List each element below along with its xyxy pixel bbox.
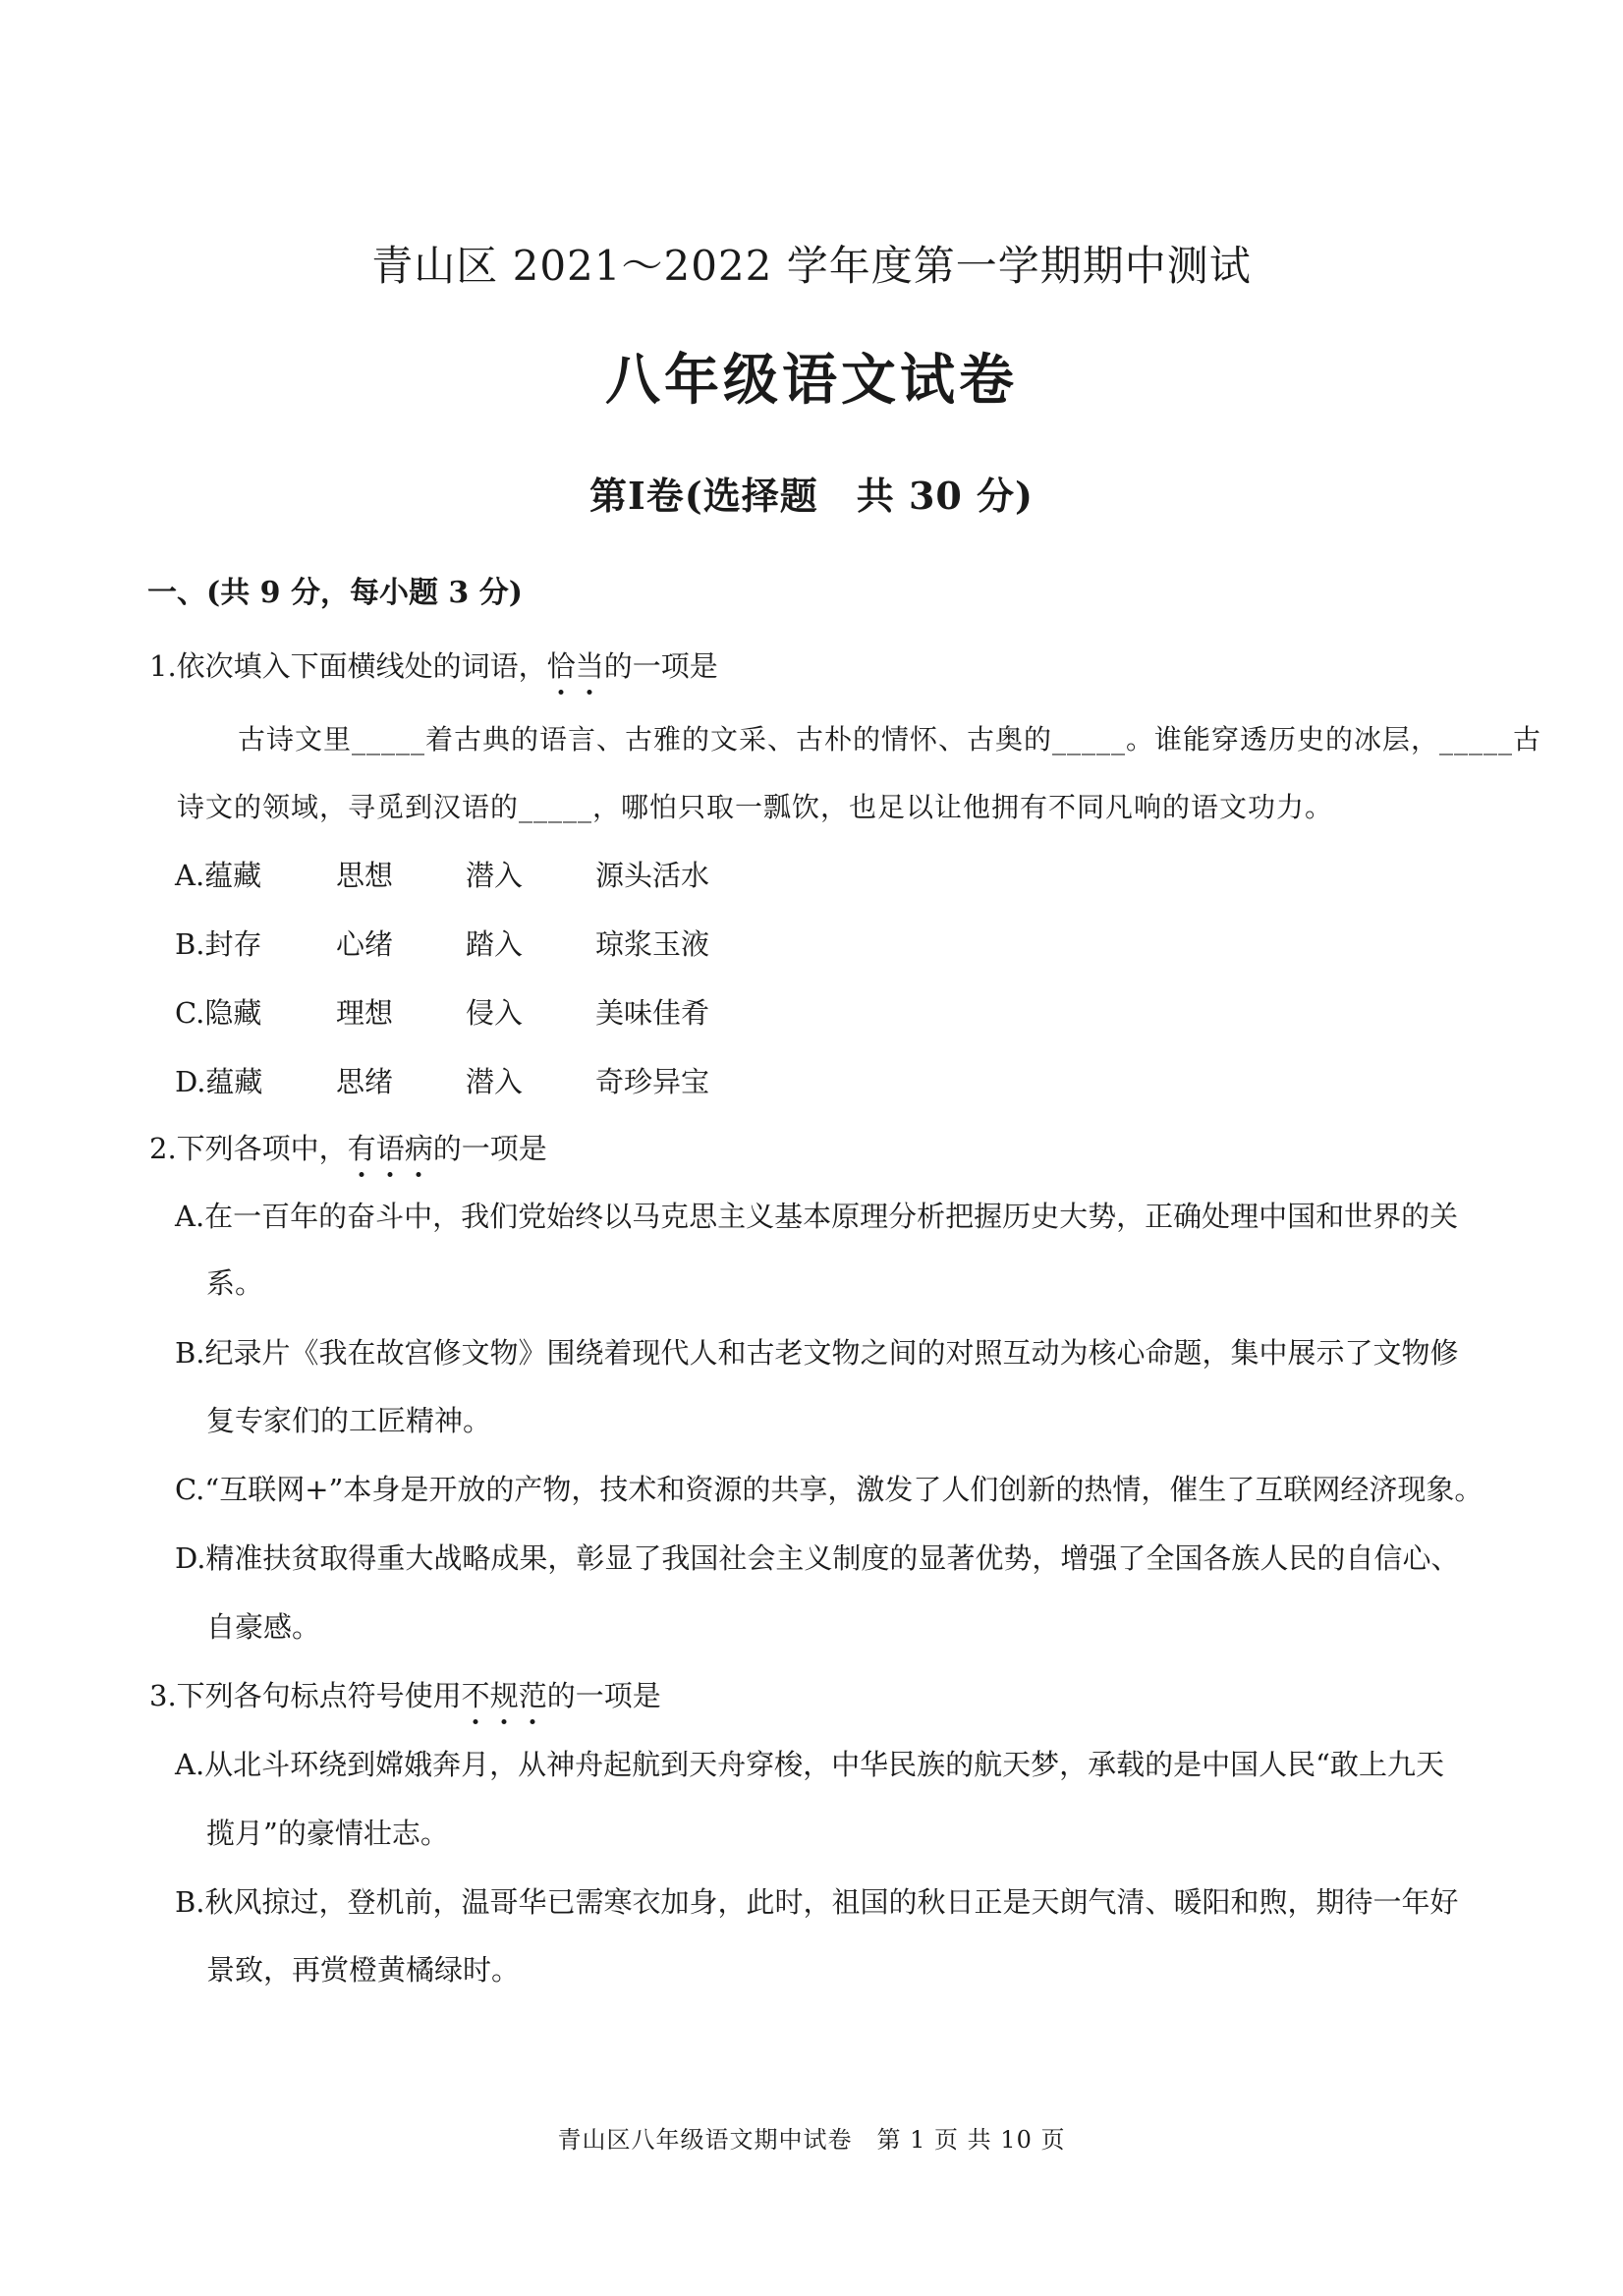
question-2-stem-pre: 2.下列各项中， [149, 1132, 348, 1165]
question-2-stem-post: 的一项是 [432, 1132, 547, 1165]
option-word: 奇珍异宝 [595, 1065, 710, 1098]
option-word: 美味佳肴 [595, 996, 710, 1030]
question-3-option-a-line-2: 揽月”的豪情壮志。 [206, 1817, 449, 1850]
option-label: D.蕴藏 [175, 1065, 263, 1098]
option-word: 思想 [336, 859, 394, 892]
question-3-stem [149, 1674, 661, 1714]
question-2-option-b-line-2: 复专家们的工匠精神。 [206, 1404, 492, 1437]
option-word: 踏入 [466, 927, 524, 961]
question-3-stem-post: 的一项是 [546, 1679, 661, 1712]
option-word: 思绪 [336, 1065, 394, 1098]
question-3-option-a-line-1: A.从北斗环绕到嫦娥奔月，从神舟起航到天舟穿梭，中华民族的航天梦，承载的是中国人民“敢上九天 [175, 1748, 1444, 1781]
volume-title: 第Ⅰ卷(选择题 共 30 分) [588, 474, 1035, 518]
question-1-stem [149, 644, 718, 685]
page-footer: 青山区八年级语文期中试卷 第 1 页 共 10 页 [557, 2126, 1066, 2154]
question-2-option-a-line-1: A.在一百年的奋斗中，我们党始终以马克思主义基本原理分析把握历史大势，正确处理中国和世界的关 [175, 1200, 1459, 1233]
emphasis-char: 有 [348, 1127, 376, 1167]
question-1-passage-line-1: 古诗文里_____着古典的语言、古雅的文采、古朴的情怀、古奥的_____。谁能穿透历史的冰层，_____古 [238, 723, 1542, 756]
option-word: 琼浆玉液 [595, 927, 710, 961]
question-3-option-b-line-2: 景致，再赏橙黄橘绿时。 [206, 1953, 521, 1987]
option-word: 潜入 [466, 859, 524, 892]
question-2-option-d-line-1: D.精准扶贫取得重大战略成果，彰显了我国社会主义制度的显著优势，增强了全国各族人民的自信心、 [175, 1541, 1460, 1575]
option-label: C.隐藏 [175, 996, 262, 1030]
exam-header-title: 青山区 2021～2022 学年度第一学期期中测试 [371, 242, 1252, 290]
question-2-option-b-line-1: B.纪录片《我在故宫修文物》围绕着现代人和古老文物之间的对照互动为核心命题，集中展示了文物修 [175, 1336, 1459, 1370]
emphasis-char: 不 [462, 1674, 490, 1714]
emphasis-char: 当 [576, 644, 604, 685]
option-word: 心绪 [336, 927, 394, 961]
emphasis-char: 病 [405, 1127, 433, 1167]
option-word: 潜入 [466, 1065, 524, 1098]
option-word: 侵入 [466, 996, 524, 1030]
option-word: 源头活水 [595, 859, 710, 892]
question-2-option-d-line-2: 自豪感。 [206, 1610, 321, 1644]
option-word: 理想 [336, 996, 394, 1030]
question-1-stem-post: 的一项是 [603, 649, 718, 683]
option-label: B.封存 [175, 927, 262, 961]
question-2-stem [149, 1127, 547, 1167]
emphasis-char: 规 [490, 1674, 519, 1714]
option-label: A.蕴藏 [175, 859, 262, 892]
question-3-stem-pre: 3.下列各句标点符号使用 [149, 1679, 462, 1712]
question-1-stem-pre: 1.依次填入下面横线处的词语， [149, 649, 547, 683]
section-heading: 一、(共 9 分，每小题 3 分) [147, 576, 523, 610]
emphasis-char: 恰 [547, 644, 576, 685]
exam-subject-title: 八年级语文试卷 [605, 348, 1018, 413]
emphasis-char: 范 [519, 1674, 547, 1714]
question-1-passage-line-2: 诗文的领域，寻觅到汉语的_____，哪怕只取一瓢饮，也足以让他拥有不同凡响的语文功力。 [177, 791, 1334, 823]
question-3-option-b-line-1: B.秋风掠过，登机前，温哥华已需寒衣加身，此时，祖国的秋日正是天朗气清、暖阳和煦，期待一年好 [175, 1885, 1459, 1919]
question-2-option-a-line-2: 系。 [206, 1266, 264, 1300]
question-2-option-c-line-1: C.“互联网+”本身是开放的产物，技术和资源的共享，激发了人们创新的热情，催生了互联网经济现象。 [175, 1473, 1483, 1506]
emphasis-char: 语 [376, 1127, 405, 1167]
